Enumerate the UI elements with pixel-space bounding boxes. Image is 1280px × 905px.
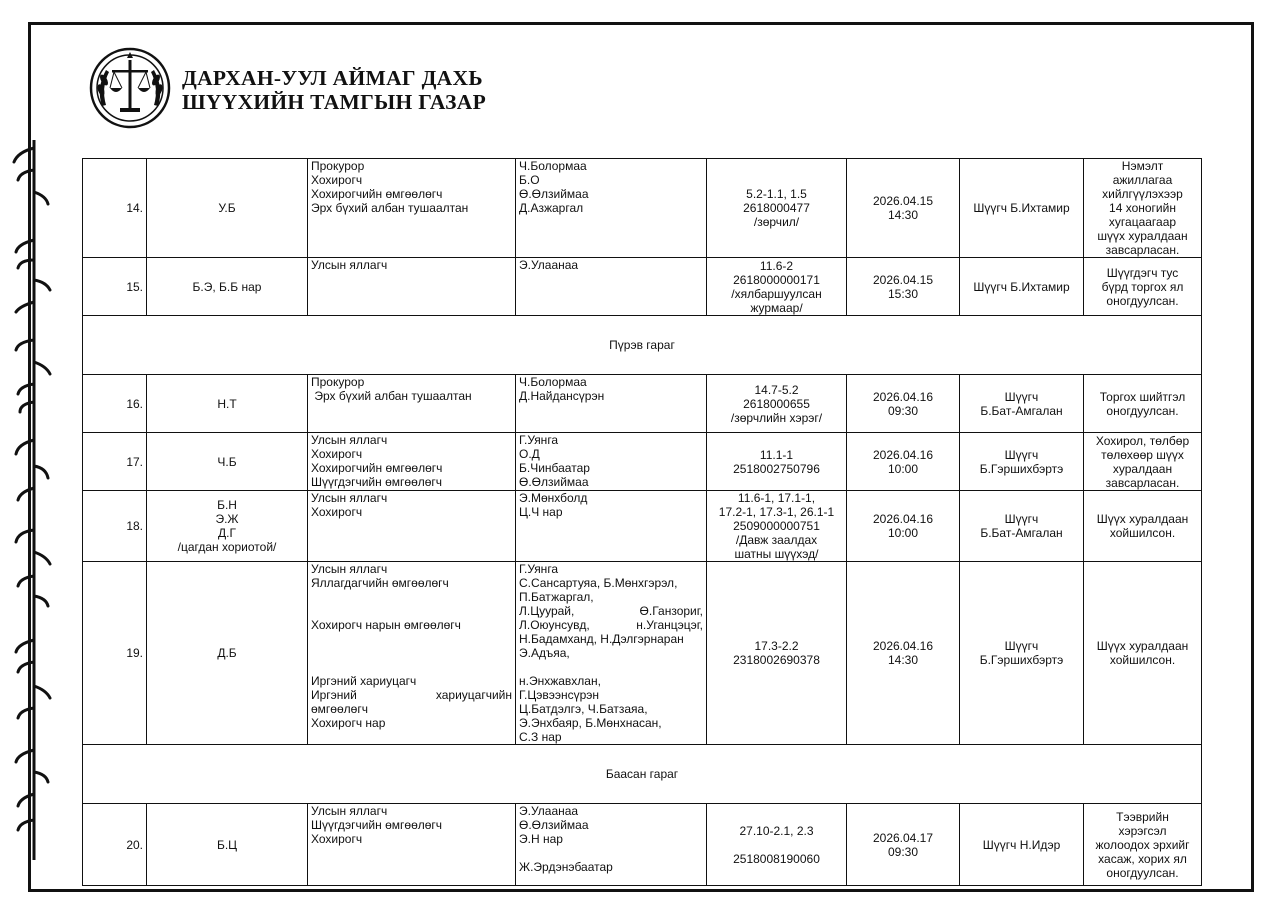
court-emblem-logo [88, 44, 172, 130]
case-article-number: 14.7-5.2 2618000655 /зөрчлийн хэрэг/ [707, 375, 847, 433]
judge-name: Шүүгч Н.Идэр [960, 804, 1084, 886]
case-article-number: 11.6-2 2618000000171 /хялбаршуулсан журмаар/ [707, 258, 847, 316]
row-number: 19. [83, 562, 147, 745]
hearing-datetime: 2026.04.16 14:30 [847, 562, 960, 745]
hearing-result: Нэмэлт ажиллагаа хийлгүүлэхээр 14 хоногийн хугацаагаар шүүх хуралдаан завсарласан. [1084, 159, 1202, 258]
defendant-name: Н.Т [147, 375, 308, 433]
hearing-datetime: 2026.04.15 14:30 [847, 159, 960, 258]
participant-names: Э.Улаанаа [516, 258, 707, 316]
hearing-result: Торгох шийтгэл оногдуулсан. [1084, 375, 1202, 433]
table-row-19 [83, 562, 1202, 745]
participant-names: Г.Уянга С.Сансартуяа, Б.Мөнхгэрэл, П.Батжаргал, Л.Цуурай, Ө.Ганзориг, Л.Оюунсувд, н.Уганцэцэг, Н.Бадамханд, Н.Дэлгэрнаран Э.Адъяа, н.Энхжавхлан, Г.Цэвээнсүрэн Ц.Батдэлгэ, Ч.Батзаяа, Э.Энхбаяр, Б.Мөнхнасан, С.З нар [516, 562, 707, 745]
hearing-result: Шүүх хуралдаан хойшилсон. [1084, 491, 1202, 562]
hearing-result: Шүүгдэгч тус бүрд торгох ял оногдуулсан. [1084, 258, 1202, 316]
participant-names: Ч.Болормаа Д.Найдансүрэн [516, 375, 707, 433]
day-label: Баасан гараг [83, 745, 1202, 804]
row-number: 16. [83, 375, 147, 433]
header-line-1: ДАРХАН-УУЛ АЙМАГ ДАХЬ [182, 66, 483, 90]
defendant-name: Ч.Б [147, 433, 308, 491]
header-title [182, 66, 486, 114]
header-line-2: ШҮҮХИЙН ТАМГЫН ГАЗАР [182, 90, 487, 114]
case-article-number: 11.6-1, 17.1-1, 17.2-1, 17.3-1, 26.1-1 2509000000751 /Давж заалдах шатны шүүхэд/ [707, 491, 847, 562]
case-article-number: 11.1-1 2518002750796 [707, 433, 847, 491]
defendant-name: У.Б [147, 159, 308, 258]
day-row-friday [83, 745, 1202, 804]
row-number: 14. [83, 159, 147, 258]
vertical-mongolian-script [0, 140, 60, 860]
hearing-result: Хохирол, төлбөр төлөхөөр шүүх хуралдаан завсарласан. [1084, 433, 1202, 491]
table-row-14 [83, 159, 1202, 258]
row-number: 20. [83, 804, 147, 886]
table-row-15 [83, 258, 1202, 316]
row-number: 18. [83, 491, 147, 562]
judge-name: Шүүгч Б.Бат-Амгалан [960, 375, 1084, 433]
case-article-number: 17.3-2.2 2318002690378 [707, 562, 847, 745]
participant-roles: Прокурор Хохирогч Хохирогчийн өмгөөлөгч Эрх бүхий албан тушаалтан [308, 159, 516, 258]
defendant-name: Б.Э, Б.Б нар [147, 258, 308, 316]
judge-name: Шүүгч Б.Ихтамир [960, 258, 1084, 316]
participant-names: Г.Уянга О.Д Б.Чинбаатар Ө.Өлзиймаа [516, 433, 707, 491]
defendant-name: Б.Н Э.Ж Д.Г /цагдан хориотой/ [147, 491, 308, 562]
participant-names: Э.Улаанаа Ө.Өлзиймаа Э.Н нар Ж.Эрдэнэбаатар [516, 804, 707, 886]
participant-roles: Улсын яллагч Яллагдагчийн өмгөөлөгч Хохирогч нарын өмгөөлөгч Иргэний хариуцагч Иргэний хариуцагчийн өмгөөлөгч Хохирогч нар [308, 562, 516, 745]
hearing-datetime: 2026.04.15 15:30 [847, 258, 960, 316]
judge-name: Шүүгч Б.Гэршихбэртэ [960, 433, 1084, 491]
participant-names: Ч.Болормаа Б.О Ө.Өлзиймаа Д.Азжаргал [516, 159, 707, 258]
court-schedule-table [82, 158, 1202, 886]
hearing-datetime: 2026.04.16 10:00 [847, 491, 960, 562]
row-number: 17. [83, 433, 147, 491]
hearing-datetime: 2026.04.17 09:30 [847, 804, 960, 886]
defendant-name: Д.Б [147, 562, 308, 745]
judge-name: Шүүгч Б.Ихтамир [960, 159, 1084, 258]
hearing-datetime: 2026.04.16 09:30 [847, 375, 960, 433]
row-number: 15. [83, 258, 147, 316]
case-article-number: 5.2-1.1, 1.5 2618000477 /зөрчил/ [707, 159, 847, 258]
participant-roles: Улсын яллагч Хохирогч [308, 491, 516, 562]
table-row-17 [83, 433, 1202, 491]
judge-name: Шүүгч Б.Гэршихбэртэ [960, 562, 1084, 745]
hearing-result: Тээврийн хэрэгсэл жолоодох эрхийг хасаж, хорих ял оногдуулсан. [1084, 804, 1202, 886]
hearing-result: Шүүх хуралдаан хойшилсон. [1084, 562, 1202, 745]
defendant-name: Б.Ц [147, 804, 308, 886]
hearing-datetime: 2026.04.16 10:00 [847, 433, 960, 491]
day-label: Пүрэв гараг [83, 316, 1202, 375]
participant-names: Э.Мөнхболд Ц.Ч нар [516, 491, 707, 562]
participant-roles: Улсын яллагч [308, 258, 516, 316]
table-row-18 [83, 491, 1202, 562]
judge-name: Шүүгч Б.Бат-Амгалан [960, 491, 1084, 562]
table-row-20 [83, 804, 1202, 886]
participant-roles: Улсын яллагч Хохирогч Хохирогчийн өмгөөлөгч Шүүгдэгчийн өмгөөлөгч [308, 433, 516, 491]
participant-roles: Улсын яллагч Шүүгдэгчийн өмгөөлөгч Хохирогч [308, 804, 516, 886]
case-article-number: 27.10-2.1, 2.3 2518008190060 [707, 804, 847, 886]
day-row-thursday [83, 316, 1202, 375]
participant-roles: Прокурор Эрх бүхий албан тушаалтан [308, 375, 516, 433]
table-row-16 [83, 375, 1202, 433]
